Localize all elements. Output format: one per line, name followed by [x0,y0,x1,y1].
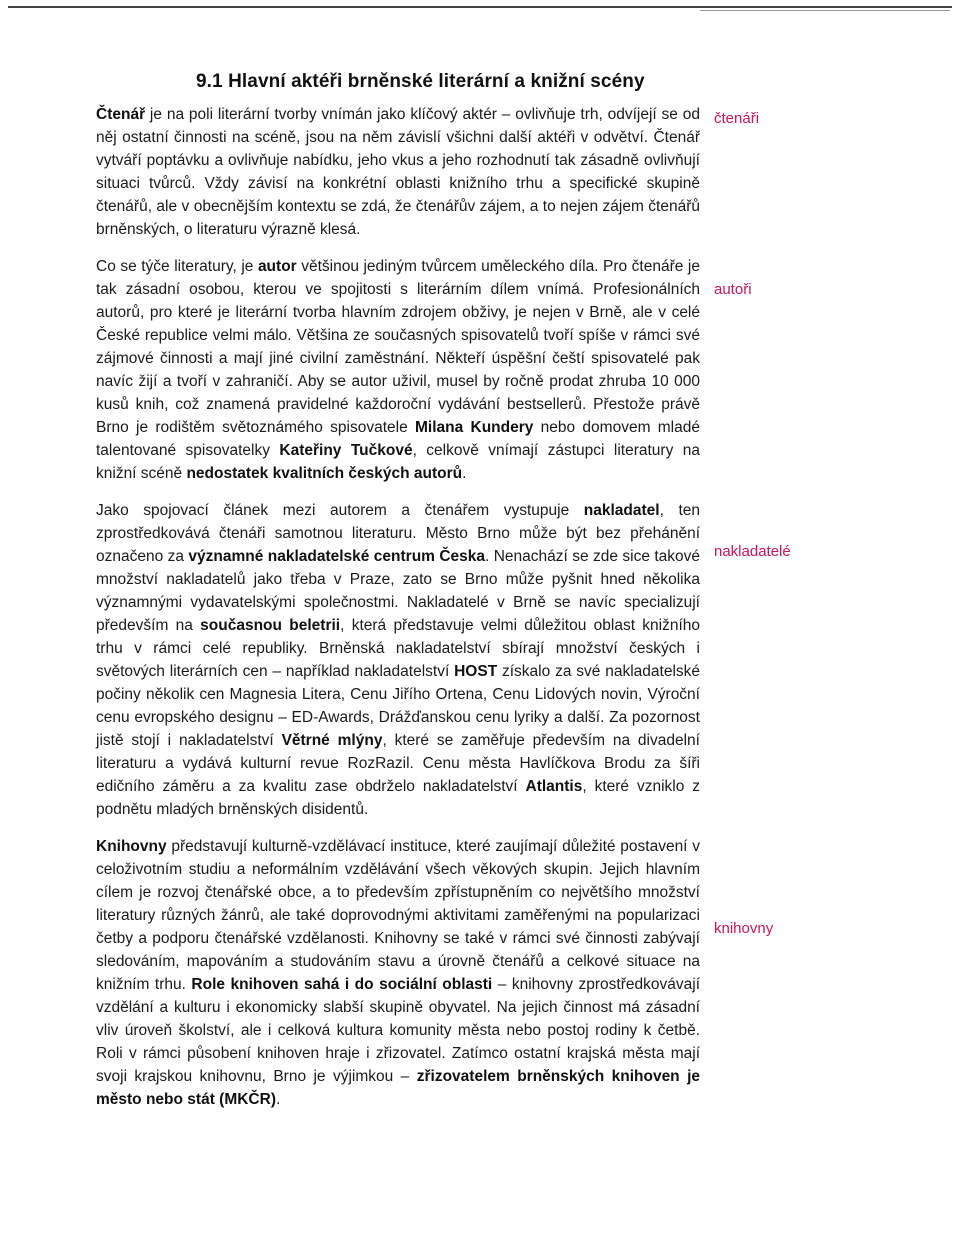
bold-run: současnou beletrii [200,617,341,634]
text-run: , které se zaměřuje především na divadelní literaturu a vydává kulturní revue RozRazil. Cenu města Havlíčkova Brodu za šíři edičního záměru a za kvalitu zase obdrželo nakladatelství [96,732,700,795]
bold-run: Atlantis [525,778,583,795]
text-run: , která představuje velmi důležitou oblast knižního trhu v rámci celé republiky. Brněnská nakladatelství sbírají množství českých i světových literárních cen – například nakladatelství [96,617,701,680]
text-run: . [462,465,467,482]
margin-note-libraries: knihovny [714,920,774,937]
bold-run: zřizovatelem brněnských knihoven je město nebo stát (MKČR) [96,1068,701,1108]
bold-run: významné nakladatelské centrum Česka [188,548,486,565]
section-heading: 9.1 Hlavní aktéři brněnské literární a knižní scény [196,71,645,92]
body-text [96,103,700,1125]
bold-run: Milana Kundery [415,419,534,436]
text-run: Jako spojovací článek mezi autorem a čtenářem vystupuje [96,502,584,519]
paragraph-readers [96,103,700,241]
text-run: většinou jediným tvůrcem uměleckého díla. Pro čtenáře je tak zásadní osobou, kterou ve spojitosti s literárním dílem vnímá. Profesionálních autorů, pro které je literární tvorba hlavním zdrojem obživy, je nejen v Brně, ale v celé České republice velmi málo. Většina ze současných spisovatelů tvoří spíše v rámci své zájmové činnosti a mají jiné civilní zaměstnání. Někteří úspěšní čeští spisovatelé pak navíc žijí a tvoří v zahraničí. Aby se autor uživil, musel by ročně prodat zhruba 10 000 kusů knih, což znamená pravidelné každoroční vydávání bestsellerů. Přestože právě Brno je rodištěm světoznámého spisovatele [96,258,700,436]
text-run: . [275,1091,281,1108]
bold-run: Čtenář [96,106,146,123]
text-run: – knihovny zprostředkovávají vzdělání a kulturu i ekonomicky slabší skupině obyvatel. Na jejich činnost má zásadní vliv úroveň školství, ale i celková kultura komunity města nebo postoj rodiny k četbě. Roli v rámci působení knihoven hraje i zřizovatel. Zatímco ostatní krajská města mají svoji krajskou knihovnu, Brno je výjimkou – [96,976,700,1085]
margin-note-publishers: nakladatelé [714,543,791,560]
text-run: představují kulturně-vzdělávací instituce, které zaujímají důležité postavení v celoživotním studiu a neformálním vzdělávání všech věkových skupin. Jejich hlavním cílem je rozvoj čtenářské obce, a to především zpřístupněním co největšího množství literatury různých žánrů, ale také doprovodnými aktivitami zaměřenými na popularizaci četby a podporu čtenářské vzdělanosti. Knihovny se také v rámci své činnosti zabývají sledováním, mapováním a studováním stavu a úrovně čtenářů a celkové situace na knižním trhu. [96,838,700,993]
bold-run: nakladatel [583,502,660,519]
text-run: získalo za své nakladatelské počiny několik cen Magnesia Litera, Cenu Jiřího Ortena, Cenu Lidových novin, Výroční cenu evropského designu – ED-Awards, Drážďanskou cenu lyriky a další. Za pozornost jistě stojí i nakladatelství [96,663,701,749]
bold-run: Role knihoven sahá i do sociální oblasti [191,976,493,993]
bold-run: Větrné mlýny [281,732,383,749]
top-rule-secondary [700,10,950,11]
bold-run: Kateřiny Tučkové [279,442,413,459]
bold-run: autor [257,258,297,275]
bold-run: Knihovny [96,838,167,855]
text-run: Co se týče literatury, je [96,258,258,275]
paragraph-libraries [96,835,700,1111]
text-run: nebo domovem mladé talentované spisovatelky [96,419,700,459]
bold-run: HOST [454,663,498,680]
margin-note-authors: autoři [714,281,752,298]
bold-run: nedostatek kvalitních českých autorů [186,465,463,482]
text-run: , celkově vnímají zástupci literatury na knižní scéně [96,442,700,482]
top-rule [8,6,952,8]
text-run: , ten zprostředkovává čtenáři samotnou literaturu. Město Brno může být bez přehánění označeno za [96,502,700,565]
text-run: , které vzniklo z podnětu mladých brněnských disidentů. [96,778,700,818]
paragraph-authors [96,255,700,485]
text-run: je na poli literární tvorby vnímán jako klíčový aktér – ovlivňuje trh, odvíjejí se od něj ostatní činnosti na scéně, jsou na něm závislí všichni další aktéři v odvětví. Čtenář vytváří poptávku a ovlivňuje nabídku, jeho vkus a jeho rozhodnutí tak zásadně ovlivňují situaci tvůrců. Vždy závisí na konkrétní oblasti knižního trhu a specifické skupině čtenářů, ale v obecnějším kontextu se zdá, že čtenářův zájem, a to nejen zájem čtenářů brněnských, o literaturu výrazně klesá. [96,106,700,238]
paragraph-publishers [96,499,700,821]
margin-note-readers: čtenáři [714,110,760,127]
text-run: . Nenachází se zde sice takové množství nakladatelů jako třeba v Praze, zato se Brno může pyšnit hned několika významnými vydavatelskými společnostmi. Nakladatelé v Brně se navíc specializují především na [96,548,700,634]
